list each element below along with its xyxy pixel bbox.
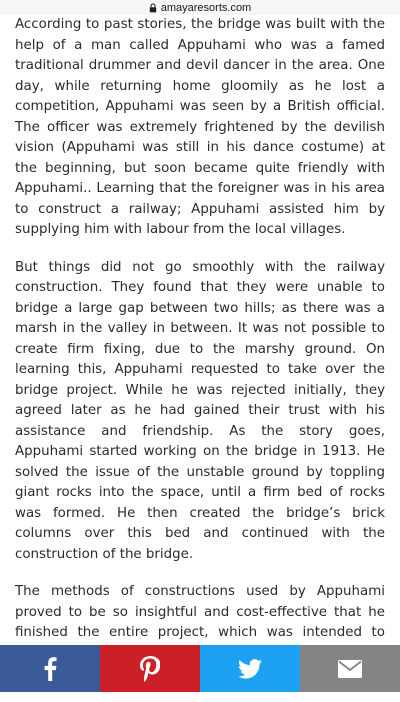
facebook-share-button[interactable] bbox=[0, 645, 100, 692]
article-paragraph: The methods of constructions used by Appuhami proved to be so insightful and cost-effective that he finished the entire project, which was intended to bbox=[15, 584, 385, 640]
article-paragraph: According to past stories, the bridge was built with the help of a man called Appuhami who was a famed traditional drummer and devil dancer in the area. One day, while returning home gloomily as he lost a competition, Appuhami was seen by a British official. The officer was extremely frightened by the devilish vision (Appuhami was still in his dance costume) at the beginning, but soon became quite friendly with Appuhami.. Learning that the foreigner was in his area to construct a railway; Appuhami assisted him by supplying him with labour from the local villages. bbox=[15, 17, 385, 237]
article-body bbox=[15, 15, 385, 702]
facebook-icon bbox=[43, 657, 57, 681]
lock-icon bbox=[149, 3, 157, 13]
url-text: amayaresorts.com bbox=[160, 1, 252, 14]
pinterest-icon bbox=[140, 656, 160, 682]
twitter-share-button[interactable] bbox=[200, 645, 300, 692]
share-bar bbox=[0, 645, 400, 692]
browser-url-bar[interactable] bbox=[0, 0, 400, 15]
email-icon bbox=[338, 660, 362, 678]
twitter-icon bbox=[238, 659, 262, 679]
email-share-button[interactable] bbox=[300, 645, 400, 692]
pinterest-share-button[interactable] bbox=[100, 645, 200, 692]
article-paragraph: But things did not go smoothly with the railway construction. They found that they were unable to bridge a large gap between two hills; as there was a marsh in the valley in between. It was not possible to create firm fixing, due to the marshy ground. On learning this, Appuhami requested to take over the bridge project. While he was rejected initially, they agreed later as he had gained their trust with his assistance and friendship. As the story goes, Appuhami started working on the bridge in 1913. He solved the issue of the unstable ground by toppling giant rocks into the space, until a firm bed of rocks was formed. He then created the bridge’s brick columns over this bed and continued with the construction of the bridge. bbox=[15, 259, 385, 562]
